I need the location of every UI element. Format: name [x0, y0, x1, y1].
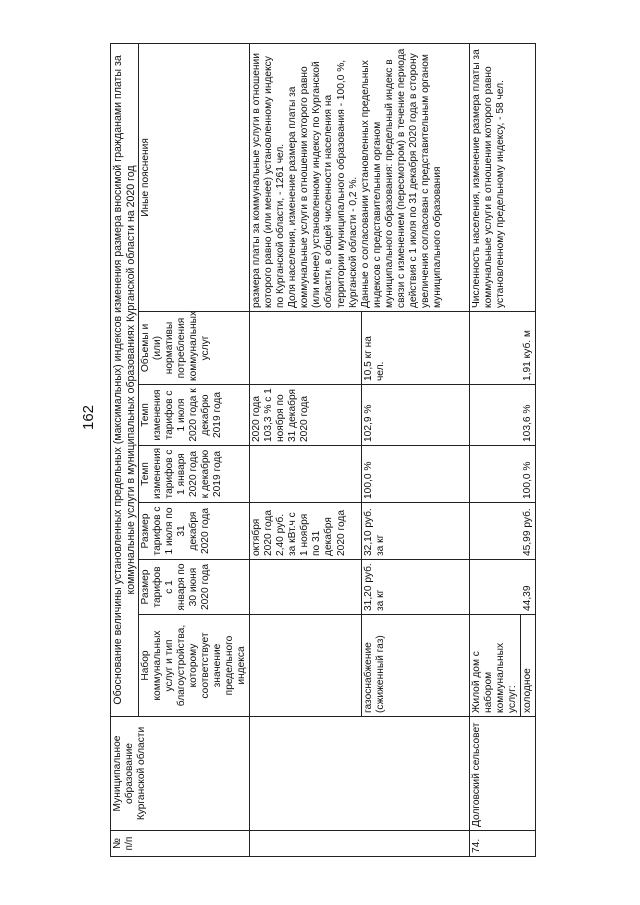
cell-rate2: 102,9 % [362, 385, 470, 446]
cell-notes [250, 43, 470, 311]
header-tariff-jan: Размер тарифов с 1 января по 30 июня 2020 года [139, 560, 250, 615]
tariff2-electricity-text: 2,40 руб. за кВт.ч с 1 ноября по 31 декабря 2020 года [275, 509, 347, 556]
cell-rate1: 100,0 % [521, 446, 536, 503]
cell-rate2: 103,6 % [521, 385, 536, 446]
rotated-table-wrapper [110, 44, 630, 857]
cell-rate2 [470, 385, 521, 446]
header-rate-jan: Темп изменения тарифов с 1 января 2020 года к декабрю 2019 года [139, 446, 250, 503]
header-notes: Иные пояснения [139, 43, 250, 311]
cell-num: 74. [470, 831, 536, 857]
cell-volume [250, 312, 362, 385]
cell-volume: 1,91 куб. м [521, 312, 536, 385]
cell-tariff2: 32,10 руб. за кг [362, 503, 470, 560]
cell-service: газоснабжение (сжиженный газ) [362, 615, 470, 717]
header-municipality: Муниципальное образование Курганской области [111, 717, 250, 831]
cell-tariff1 [250, 560, 362, 615]
page-number: 162 [80, 404, 97, 430]
index-justification-table [110, 43, 536, 857]
cell-tariff1 [470, 560, 521, 615]
cell-municipality [250, 717, 470, 831]
table-row [470, 43, 521, 856]
tariff2-continued-text: октября 2020 года [251, 509, 275, 556]
cell-service: холодное [521, 615, 536, 717]
notes-paragraph: размера платы за коммунальные услуги в отношении которого равно (или менее) установленному индексу по Курганской области, - 1261 чел. [251, 53, 287, 308]
cell-num [250, 831, 470, 857]
cell-tariff1: 31,20 руб. за кг [362, 560, 470, 615]
header-volume: Объемы и (или) нормативы потребления коммунальных услуг [139, 312, 250, 385]
cell-service [250, 615, 362, 717]
header-rate-jul: Темп изменения тарифов с 1 июля 2020 года к декабрю 2019 года [139, 385, 250, 446]
cell-volume [470, 312, 521, 385]
cell-tariff2 [250, 503, 362, 560]
notes-paragraph: Доля населения, изменение размера платы за коммунальные услуги в отношении которого равно (или менее) установленному индексу по Курганской области, в общей численности населения на территории муниципального образования - 100,0 %, Курганской области - 0,2 %. [287, 59, 359, 308]
table-title: Обоснование величины установленных предельных (максимальных) индексов изменения размера вносимой гражданами платы за коммунальные услуги в муниципальных образованиях Курганской области на 2020 год [111, 43, 139, 716]
cell-rate2 [250, 385, 362, 446]
cell-service: Жилой дом с набором коммунальных услуг: [470, 615, 521, 717]
header-service-set: Набор коммунальных услуг и тип благоустройства, которому соответствует значение предельного индекса [139, 615, 250, 717]
cell-tariff1: 44,39 [521, 560, 536, 615]
cell-tariff2: 45,99 руб. [521, 503, 536, 560]
rate2-continued-text: 2020 года [251, 395, 263, 442]
cell-rate1: 100,0 % [362, 446, 470, 503]
header-num: № п/п [111, 831, 250, 857]
cell-rate1 [470, 446, 521, 503]
rate2-electricity-text: 103,3 % с 1 ноября по 31 декабря 2020 года [263, 388, 311, 442]
header-tariff-jul: Размер тарифов с 1 июля по 31 декабря 2020 года [139, 503, 250, 560]
cell-rate1 [250, 446, 362, 503]
table-row [250, 43, 362, 856]
notes-paragraph: Данные о согласовании установленных предельных индексов с представительным органом муниципального образования: предельный индекс в связи с изменением (пересмотром) в течение периода действия с 1 июля по 31 декабря 2020 года в сторону увеличения согласован с представительным органом муниципального образования [359, 48, 443, 308]
cell-notes: Численность населения, изменение размера платы за коммунальные услуги в отношении которого равно установленному предельному индексу, - 58 чел. [470, 43, 536, 311]
header-row-title [111, 43, 139, 856]
cell-municipality: Долговский сельсовет [470, 717, 536, 831]
cell-tariff2 [470, 503, 521, 560]
cell-volume: 10,5 кг на чел. [362, 312, 470, 385]
